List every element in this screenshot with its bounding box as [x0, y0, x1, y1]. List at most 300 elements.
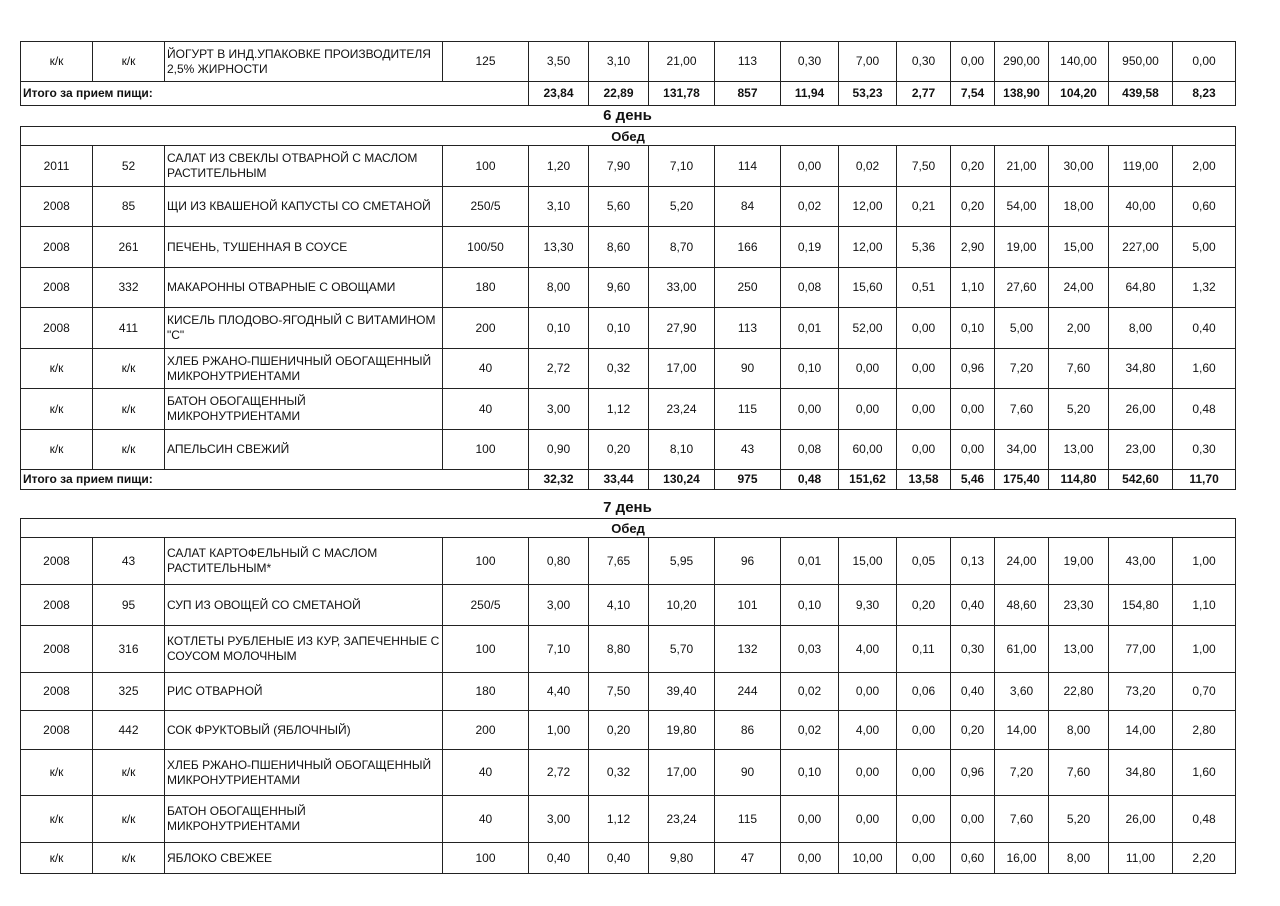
table-cell: 8,70 [649, 227, 715, 268]
table-row [21, 389, 1236, 430]
table-cell: 2,80 [1173, 711, 1236, 750]
table-cell: 2008 [21, 308, 93, 349]
table-row [21, 308, 1236, 349]
table-cell: 3,10 [589, 42, 649, 82]
table-cell: 8,00 [1049, 711, 1109, 750]
table-cell: 7,60 [995, 796, 1049, 843]
table-cell: 19,00 [1049, 538, 1109, 585]
table-cell: 5,20 [1049, 796, 1109, 843]
table-cell: к/к [21, 430, 93, 470]
table-cell: 15,60 [839, 268, 897, 308]
dish-name-cell: ХЛЕБ РЖАНО-ПШЕНИЧНЫЙ ОБОГАЩЕННЫЙ МИКРОНУТРИЕНТАМИ [165, 349, 443, 389]
table-cell: 2008 [21, 538, 93, 585]
table-cell: 100 [443, 538, 529, 585]
table-cell: 0,70 [1173, 673, 1236, 711]
dish-name-cell: ПЕЧЕНЬ, ТУШЕННАЯ В СОУСЕ [165, 227, 443, 268]
table-cell: 0,20 [897, 585, 951, 626]
table-cell: 95 [93, 585, 165, 626]
table-cell: 11,00 [1109, 843, 1173, 874]
table-cell: 0,90 [529, 430, 589, 470]
meal-section-row [21, 127, 1236, 146]
table-cell: 7,60 [1049, 349, 1109, 389]
meal-section-row [21, 519, 1236, 538]
total-row [21, 470, 1236, 490]
table-cell: 39,40 [649, 673, 715, 711]
table-cell: 0,00 [951, 389, 995, 430]
table-cell: 5,70 [649, 626, 715, 673]
total-value: 131,78 [649, 82, 715, 106]
menu-document [20, 41, 1235, 874]
table-cell: 411 [93, 308, 165, 349]
table-cell: 85 [93, 187, 165, 227]
table-cell: 3,50 [529, 42, 589, 82]
table-cell: 24,00 [995, 538, 1049, 585]
table-cell: 2008 [21, 268, 93, 308]
table-cell: 2,72 [529, 349, 589, 389]
table-cell: 101 [715, 585, 781, 626]
table-cell: 40 [443, 796, 529, 843]
total-value: 138,90 [995, 82, 1049, 106]
table-cell: 0,00 [951, 796, 995, 843]
table-cell: 0,40 [951, 585, 995, 626]
dish-name-cell: КИСЕЛЬ ПЛОДОВО-ЯГОДНЫЙ С ВИТАМИНОМ "С" [165, 308, 443, 349]
table-cell: 7,60 [995, 389, 1049, 430]
table-cell: 1,10 [1173, 585, 1236, 626]
table-cell: 13,30 [529, 227, 589, 268]
table-cell: 34,80 [1109, 750, 1173, 796]
table-cell: 43 [715, 430, 781, 470]
total-value: 542,60 [1109, 470, 1173, 490]
table-cell: 0,00 [897, 349, 951, 389]
table-cell: 21,00 [649, 42, 715, 82]
table-cell: 17,00 [649, 349, 715, 389]
table-cell: 0,10 [589, 308, 649, 349]
total-value: 5,46 [951, 470, 995, 490]
table-cell: 7,10 [529, 626, 589, 673]
table-cell: к/к [21, 349, 93, 389]
table-cell: 33,00 [649, 268, 715, 308]
table-cell: 5,20 [1049, 389, 1109, 430]
day-title: 6 день [603, 107, 652, 124]
table-cell: 114 [715, 146, 781, 187]
table-cell: 7,50 [589, 673, 649, 711]
table-cell: 40,00 [1109, 187, 1173, 227]
table-cell: 2,00 [1173, 146, 1236, 187]
total-value: 151,62 [839, 470, 897, 490]
total-row [21, 82, 1236, 106]
table-cell: 0,48 [1173, 389, 1236, 430]
total-value: 13,58 [897, 470, 951, 490]
table-cell: 0,01 [781, 308, 839, 349]
table-cell: 34,80 [1109, 349, 1173, 389]
table-cell: 9,60 [589, 268, 649, 308]
table-cell: 1,32 [1173, 268, 1236, 308]
table-cell: 21,00 [995, 146, 1049, 187]
total-value: 8,23 [1173, 82, 1236, 106]
table-cell: 10,20 [649, 585, 715, 626]
table-cell: к/к [21, 750, 93, 796]
table-cell: 0,96 [951, 349, 995, 389]
table-row [21, 750, 1236, 796]
total-value: 22,89 [589, 82, 649, 106]
table-cell: к/к [93, 430, 165, 470]
table-cell: 154,80 [1109, 585, 1173, 626]
table-cell: 77,00 [1109, 626, 1173, 673]
table-cell: 4,40 [529, 673, 589, 711]
table-cell: к/к [93, 750, 165, 796]
day-block [20, 498, 1235, 874]
table-cell: 0,00 [839, 673, 897, 711]
total-label: Итого за прием пищи: [21, 82, 529, 106]
table-cell: 119,00 [1109, 146, 1173, 187]
dish-name-cell: РИС ОТВАРНОЙ [165, 673, 443, 711]
table-row [21, 349, 1236, 389]
table-cell: 0,96 [951, 750, 995, 796]
table-cell: 4,10 [589, 585, 649, 626]
table-row [21, 796, 1236, 843]
meal-section-title: Обед [21, 519, 1236, 538]
table-cell: 0,00 [897, 711, 951, 750]
table-cell: 8,80 [589, 626, 649, 673]
table-cell: 0,32 [589, 349, 649, 389]
table-cell: 2008 [21, 187, 93, 227]
table-cell: 0,21 [897, 187, 951, 227]
table-cell: 0,19 [781, 227, 839, 268]
dish-name-cell: МАКАРОННЫ ОТВАРНЫЕ С ОВОЩАМИ [165, 268, 443, 308]
table-cell: 14,00 [995, 711, 1049, 750]
table-cell: 23,30 [1049, 585, 1109, 626]
table-cell: 0,02 [781, 187, 839, 227]
table-cell: 7,20 [995, 349, 1049, 389]
table-cell: 140,00 [1049, 42, 1109, 82]
table-row [21, 146, 1236, 187]
table-cell: 0,11 [897, 626, 951, 673]
table-cell: 24,00 [1049, 268, 1109, 308]
table-cell: 1,20 [529, 146, 589, 187]
total-value: 11,70 [1173, 470, 1236, 490]
table-cell: к/к [93, 42, 165, 82]
dish-name-cell: СОК ФРУКТОВЫЙ (ЯБЛОЧНЫЙ) [165, 711, 443, 750]
table-row [21, 626, 1236, 673]
dish-name-cell: САЛАТ КАРТОФЕЛЬНЫЙ С МАСЛОМ РАСТИТЕЛЬНЫМ* [165, 538, 443, 585]
table-cell: 8,00 [1109, 308, 1173, 349]
table-cell: 0,00 [781, 146, 839, 187]
table-cell: 316 [93, 626, 165, 673]
table-cell: 3,10 [529, 187, 589, 227]
table-cell: 7,50 [897, 146, 951, 187]
table-cell: 0,00 [781, 843, 839, 874]
table-cell: 0,10 [529, 308, 589, 349]
table-cell: 13,00 [1049, 430, 1109, 470]
table-cell: 5,00 [995, 308, 1049, 349]
table-cell: 7,00 [839, 42, 897, 82]
table-row [21, 585, 1236, 626]
total-value: 439,58 [1109, 82, 1173, 106]
table-row [21, 538, 1236, 585]
table-cell: 132 [715, 626, 781, 673]
table-cell: 0,13 [951, 538, 995, 585]
table-cell: 23,00 [1109, 430, 1173, 470]
table-cell: 113 [715, 42, 781, 82]
total-value: 7,54 [951, 82, 995, 106]
table-cell: 0,40 [951, 673, 995, 711]
table-cell: 2,00 [1049, 308, 1109, 349]
table-cell: к/к [21, 843, 93, 874]
table-row [21, 42, 1236, 82]
table-cell: 0,00 [839, 796, 897, 843]
table-row [21, 843, 1236, 874]
table-cell: 73,20 [1109, 673, 1173, 711]
nutrition-table [20, 518, 1236, 874]
table-cell: 86 [715, 711, 781, 750]
total-value: 11,94 [781, 82, 839, 106]
table-cell: 261 [93, 227, 165, 268]
table-cell: 200 [443, 711, 529, 750]
table-cell: 3,00 [529, 585, 589, 626]
table-cell: 0,00 [839, 389, 897, 430]
table-cell: 1,10 [951, 268, 995, 308]
total-value: 857 [715, 82, 781, 106]
total-value: 175,40 [995, 470, 1049, 490]
table-cell: 22,80 [1049, 673, 1109, 711]
table-cell: 100 [443, 146, 529, 187]
table-cell: 0,00 [781, 389, 839, 430]
table-cell: 332 [93, 268, 165, 308]
table-cell: 0,00 [951, 430, 995, 470]
table-cell: 17,00 [649, 750, 715, 796]
table-cell: 52,00 [839, 308, 897, 349]
table-cell: 30,00 [1049, 146, 1109, 187]
table-cell: 2011 [21, 146, 93, 187]
total-value: 975 [715, 470, 781, 490]
table-cell: 0,10 [781, 585, 839, 626]
table-cell: 5,20 [649, 187, 715, 227]
total-value: 53,23 [839, 82, 897, 106]
table-cell: 1,00 [529, 711, 589, 750]
table-cell: 2008 [21, 626, 93, 673]
table-cell: 9,80 [649, 843, 715, 874]
table-cell: 5,00 [1173, 227, 1236, 268]
table-cell: 26,00 [1109, 389, 1173, 430]
table-cell: 84 [715, 187, 781, 227]
table-cell: 2008 [21, 711, 93, 750]
table-cell: 0,20 [589, 711, 649, 750]
table-cell: 0,30 [897, 42, 951, 82]
table-cell: 0,48 [1173, 796, 1236, 843]
table-cell: 90 [715, 750, 781, 796]
table-row [21, 711, 1236, 750]
table-cell: 23,24 [649, 389, 715, 430]
dish-name-cell: КОТЛЕТЫ РУБЛЕНЫЕ ИЗ КУР, ЗАПЕЧЕННЫЕ С СОУСОМ МОЛОЧНЫМ [165, 626, 443, 673]
dish-name-cell: ЯБЛОКО СВЕЖЕЕ [165, 843, 443, 874]
table-cell: 5,95 [649, 538, 715, 585]
table-cell: 200 [443, 308, 529, 349]
table-cell: 3,00 [529, 796, 589, 843]
table-cell: 7,60 [1049, 750, 1109, 796]
table-cell: 0,60 [951, 843, 995, 874]
day-block [20, 41, 1235, 106]
table-cell: 15,00 [839, 538, 897, 585]
table-cell: 0,40 [589, 843, 649, 874]
table-cell: 8,60 [589, 227, 649, 268]
table-cell: 2008 [21, 585, 93, 626]
table-cell: 34,00 [995, 430, 1049, 470]
table-cell: 0,00 [839, 349, 897, 389]
table-cell: 0,02 [781, 711, 839, 750]
day-block [20, 106, 1235, 490]
table-cell: 0,00 [897, 389, 951, 430]
table-cell: 0,03 [781, 626, 839, 673]
total-value: 23,84 [529, 82, 589, 106]
total-value: 33,44 [589, 470, 649, 490]
table-cell: 0,00 [839, 750, 897, 796]
table-cell: 0,51 [897, 268, 951, 308]
table-cell: 61,00 [995, 626, 1049, 673]
nutrition-table [20, 126, 1236, 490]
dish-name-cell: ЙОГУРТ В ИНД.УПАКОВКЕ ПРОИЗВОДИТЕЛЯ 2,5% ЖИРНОСТИ [165, 42, 443, 82]
table-row [21, 227, 1236, 268]
table-cell: 0,30 [1173, 430, 1236, 470]
table-cell: 40 [443, 349, 529, 389]
dish-name-cell: ЩИ ИЗ КВАШЕНОЙ КАПУСТЫ СО СМЕТАНОЙ [165, 187, 443, 227]
table-cell: 244 [715, 673, 781, 711]
total-value: 114,80 [1049, 470, 1109, 490]
table-cell: к/к [93, 349, 165, 389]
table-cell: к/к [21, 389, 93, 430]
total-value: 32,32 [529, 470, 589, 490]
table-cell: 2,72 [529, 750, 589, 796]
table-cell: 0,20 [951, 187, 995, 227]
table-cell: 0,20 [589, 430, 649, 470]
table-cell: 0,10 [951, 308, 995, 349]
table-cell: к/к [93, 843, 165, 874]
table-cell: 2008 [21, 227, 93, 268]
total-value: 104,20 [1049, 82, 1109, 106]
table-cell: 0,40 [529, 843, 589, 874]
table-cell: 0,10 [781, 349, 839, 389]
dish-name-cell: САЛАТ ИЗ СВЕКЛЫ ОТВАРНОЙ С МАСЛОМ РАСТИТЕЛЬНЫМ [165, 146, 443, 187]
table-cell: 2008 [21, 673, 93, 711]
table-cell: 40 [443, 750, 529, 796]
menu-table-container [20, 41, 1235, 874]
dish-name-cell: АПЕЛЬСИН СВЕЖИЙ [165, 430, 443, 470]
table-cell: 250 [715, 268, 781, 308]
table-cell: 15,00 [1049, 227, 1109, 268]
table-cell: 12,00 [839, 227, 897, 268]
table-cell: 0,06 [897, 673, 951, 711]
meal-section-title: Обед [21, 127, 1236, 146]
table-cell: 100 [443, 626, 529, 673]
table-cell: 8,10 [649, 430, 715, 470]
table-cell: 227,00 [1109, 227, 1173, 268]
table-cell: 1,00 [1173, 538, 1236, 585]
table-cell: 0,10 [781, 750, 839, 796]
table-cell: 0,30 [951, 626, 995, 673]
table-cell: 10,00 [839, 843, 897, 874]
total-label: Итого за прием пищи: [21, 470, 529, 490]
table-cell: 1,00 [1173, 626, 1236, 673]
dish-name-cell: БАТОН ОБОГАЩЕННЫЙ МИКРОНУТРИЕНТАМИ [165, 796, 443, 843]
table-row [21, 268, 1236, 308]
table-cell: 0,00 [897, 750, 951, 796]
table-cell: 12,00 [839, 187, 897, 227]
table-cell: 0,00 [897, 430, 951, 470]
table-cell: 43 [93, 538, 165, 585]
table-cell: 48,60 [995, 585, 1049, 626]
table-cell: 64,80 [1109, 268, 1173, 308]
table-cell: 1,12 [589, 796, 649, 843]
table-cell: 4,00 [839, 626, 897, 673]
table-cell: 1,60 [1173, 349, 1236, 389]
total-value: 2,77 [897, 82, 951, 106]
table-cell: 96 [715, 538, 781, 585]
table-cell: 4,00 [839, 711, 897, 750]
table-cell: 27,90 [649, 308, 715, 349]
table-cell: 0,00 [1173, 42, 1236, 82]
total-value: 130,24 [649, 470, 715, 490]
table-cell: 40 [443, 389, 529, 430]
table-cell: 113 [715, 308, 781, 349]
dish-name-cell: БАТОН ОБОГАЩЕННЫЙ МИКРОНУТРИЕНТАМИ [165, 389, 443, 430]
table-cell: 5,36 [897, 227, 951, 268]
dish-name-cell: ХЛЕБ РЖАНО-ПШЕНИЧНЫЙ ОБОГАЩЕННЫЙ МИКРОНУТРИЕНТАМИ [165, 750, 443, 796]
table-cell: 100 [443, 843, 529, 874]
table-cell: 90 [715, 349, 781, 389]
table-cell: 115 [715, 796, 781, 843]
table-cell: 950,00 [1109, 42, 1173, 82]
table-cell: 7,20 [995, 750, 1049, 796]
table-cell: 0,00 [897, 843, 951, 874]
table-cell: 0,00 [781, 796, 839, 843]
table-cell: 0,40 [1173, 308, 1236, 349]
table-cell: 0,01 [781, 538, 839, 585]
table-cell: 250/5 [443, 585, 529, 626]
table-cell: 0,02 [781, 673, 839, 711]
table-cell: 2,20 [1173, 843, 1236, 874]
table-cell: к/к [93, 796, 165, 843]
table-cell: 100 [443, 430, 529, 470]
table-cell: 5,60 [589, 187, 649, 227]
table-cell: 47 [715, 843, 781, 874]
table-cell: 250/5 [443, 187, 529, 227]
table-cell: 60,00 [839, 430, 897, 470]
table-cell: 325 [93, 673, 165, 711]
table-cell: 0,32 [589, 750, 649, 796]
table-cell: 13,00 [1049, 626, 1109, 673]
table-cell: 23,24 [649, 796, 715, 843]
table-cell: 0,05 [897, 538, 951, 585]
table-cell: 16,00 [995, 843, 1049, 874]
table-cell: 52 [93, 146, 165, 187]
table-cell: 180 [443, 673, 529, 711]
table-cell: 115 [715, 389, 781, 430]
total-value: 0,48 [781, 470, 839, 490]
table-row [21, 187, 1236, 227]
table-cell: 9,30 [839, 585, 897, 626]
table-cell: 0,00 [951, 42, 995, 82]
table-cell: к/к [21, 42, 93, 82]
table-row [21, 673, 1236, 711]
table-cell: 54,00 [995, 187, 1049, 227]
table-cell: 19,80 [649, 711, 715, 750]
table-row [21, 430, 1236, 470]
table-cell: 0,20 [951, 711, 995, 750]
table-cell: 442 [93, 711, 165, 750]
table-cell: 100/50 [443, 227, 529, 268]
table-cell: 0,80 [529, 538, 589, 585]
table-cell: 3,60 [995, 673, 1049, 711]
table-cell: 0,08 [781, 430, 839, 470]
